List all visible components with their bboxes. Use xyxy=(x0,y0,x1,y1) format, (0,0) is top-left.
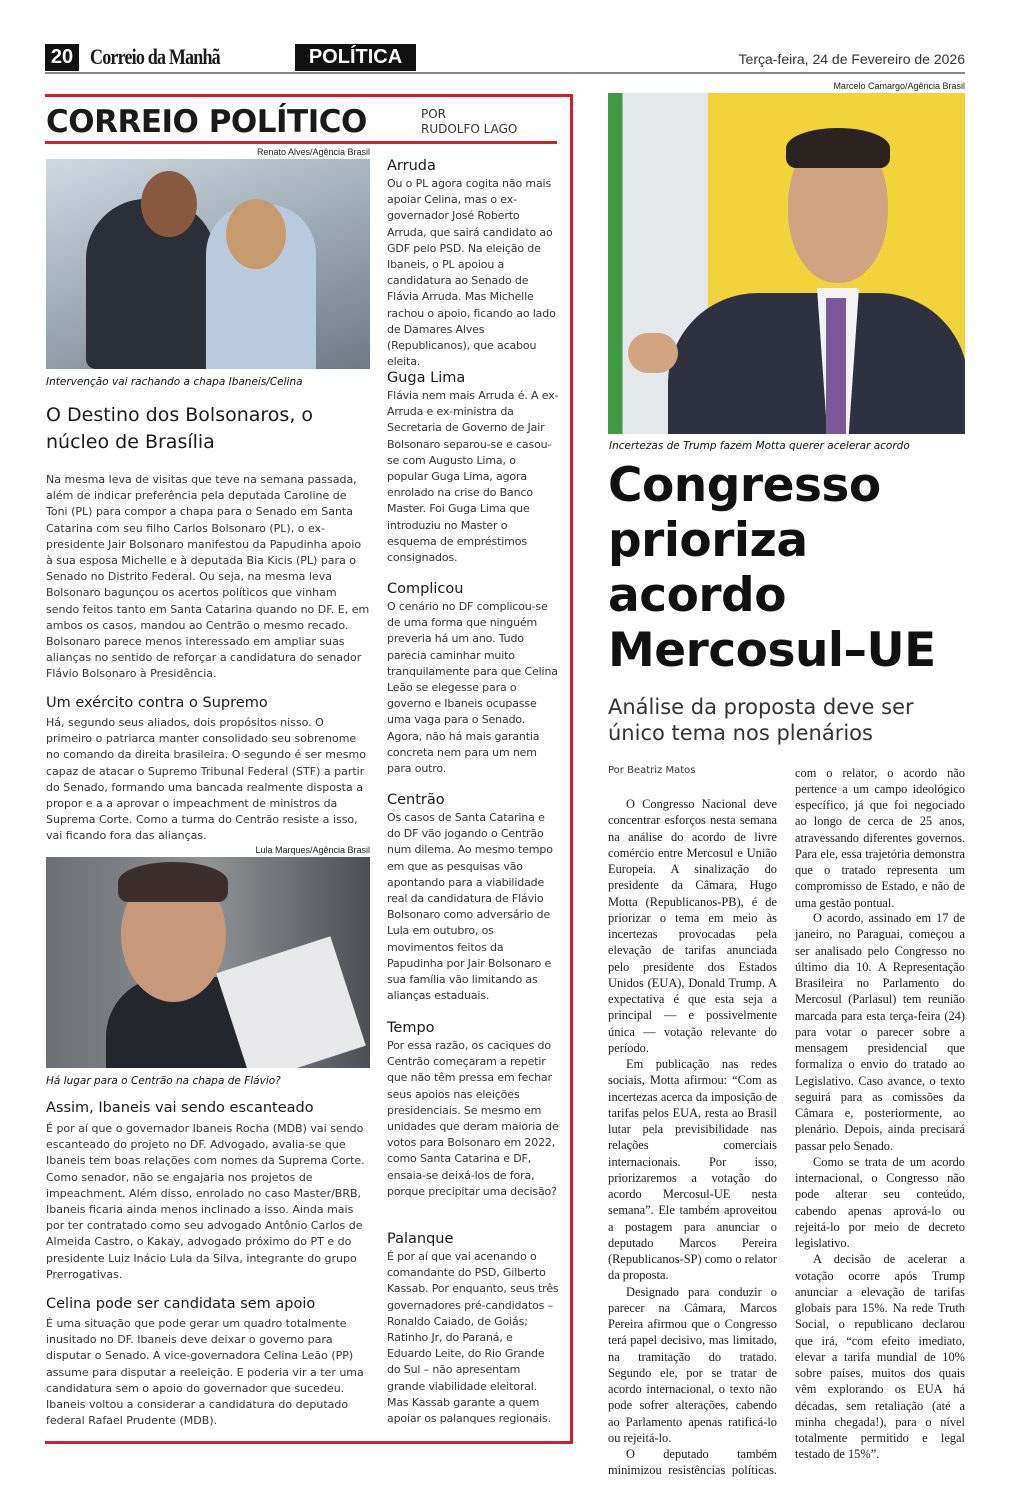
article-author: Por Beatriz Matos xyxy=(608,765,696,776)
main-story-title: O Destino dos Bolsonaros, o núcleo de Brasília xyxy=(46,404,314,453)
body-celina: É uma situação que pode gerar um quadro totalmente inusitado no DF. Ibaneis deve deixar o governo para disputar o Senado. A vice-governadora Celina Leão (PP) assume para disputar a reeleição. E poderia vir a ter uma candidatura sem o apoio do governador que sucedeu. Ibaneis voltou a considerar a candidatura do deputado federal Rafael Prudente (MDB). xyxy=(46,1317,364,1428)
photo-caption: Há lugar para o Centrão na chapa de Flávio? xyxy=(46,1075,281,1087)
article-headline: Congresso prioriza acordo Mercosul–UE xyxy=(608,458,936,678)
column-title-rule xyxy=(45,141,557,144)
note-title: Centrão xyxy=(387,792,445,808)
note-title: Complicou xyxy=(387,581,464,597)
paragraph: A decisão de acelerar a votação ocorre após Trump anunciar a elevação de tarifas globais para 15%. Na rede Truth Social, o republicano declarou que irá, “com efeito imediato, elevar a tarifa mundial de 10% sobre países, muitos dos quais vêm explorando os EUA há décadas, sem retaliação (até a minha chegada!), para o nível totalmente permitido e legal testado de 15%”. xyxy=(795,1252,965,1462)
photo-credit: Lula Marques/Agência Brasil xyxy=(255,845,370,855)
note-tempo xyxy=(387,1018,559,1200)
note-title: Palanque xyxy=(387,1231,454,1247)
main-story-body: Na mesma leva de visitas que teve na semana passada, além de indicar preferência pela deputada Caroline de Toni (PL) para compor a chapa para o Senado em Santa Catarina com seu filho Carlos Bolsonaro (PL), o ex-presidente Jair Bolsonaro manifestou da Papudinha apoio à sua esposa Michelle e à deputada Bia Kicis (PL) para o Senado no Distrito Federal. Ou seja, na mesma leva Bolsonaro bagunçou os acertos políticos que vinham sendo feitos tanto em Santa Catarina quando no DF. E, em ambos os casos, mandou ao Centrão o mesmo recado. Bolsonaro parece menos interessado em ampliar suas alianças no sentido de reforçar a candidatura do senador Flávio Bolsonaro à Presidência. xyxy=(46,473,370,681)
byline-por: POR xyxy=(421,107,447,121)
paragraph-continued: com o relator, o acordo não pertence a um campo ideológico específico, já que foi negociado ao longo de cerca de 25 anos, atravessando diferentes governos. Para ele, essa trajetória demonstra que o tratado representa um compromisso de Estado, e não de uma gestão pontual. xyxy=(795,765,965,910)
byline-author: RUDOLFO LAGO xyxy=(421,122,518,136)
photo-ibaneis-celina xyxy=(46,159,370,369)
article-column-2 xyxy=(795,764,965,1463)
photo-credit: Marcelo Camargo/Agência Brasil xyxy=(833,81,965,91)
body-ibaneis: É por aí que o governador Ibaneis Rocha (MDB) vai sendo escanteado do projeto no DF. Advogado, avalia-se que Ibaneis tem boas relações com nomes da Suprema Corte. Como senador, não se engajaria nos projetos de impeachment. Além disso, enrolado no caso Master/BRB, Ibaneis ficaria ainda menos inclinado a isso. Ainda mais por ter contratado como seu advogado Antônio Carlos de Almeida Castro, o Kakay, advogado próximo do PT e do presidente Luiz Inácio Lula da Silva, integrante do grupo Prerrogativas. xyxy=(46,1122,365,1281)
photo-caption: Intervenção vai rachando a chapa Ibaneis/Celina xyxy=(46,376,303,388)
note-centrao xyxy=(387,790,559,1004)
note-body: É por aí que vai acenando o comandante do PSD, Gilberto Kassab. Por enquanto, seus três governadores pré-candidatos – Ronaldo Caiado, de Goiás; Ratinho Jr, do Paraná, e Eduardo Leite, do Rio Grande do Sul – não apresentam grande viabilidade eleitoral. Mas Kassab garante a quem apoiar os palanques regionais. xyxy=(387,1250,559,1426)
paragraph: Em publicação nas redes sociais, Motta afirmou: “Com as incertezas acerca da imposição de tarifas pelos EUA, resta ao Brasil lutar pela previsibilidade nas relações comerciais internacionais. Por isso, priorizaremos a votação do acordo Mercosul-UE nesta semana”. Ele também aproveitou a postagem para anunciar o deputado Marcos Pereira (Republicanos-SP) como o relator da proposta. xyxy=(608,1057,777,1283)
paragraph: O acordo, assinado em 17 de janeiro, no Paraguai, começou a ser analisado pelo Congresso no último dia 10. A Representação Brasileira no Parlamento do Mercosul (Parlasul) tem reunião marcada para esta terça-feira (24) para votar o parecer sobre a mensagem presidencial que formaliza o envio do tratado ao Legislativo. Caso avance, o texto seguirá para as comissões da Câmara e, posteriormente, ao plenário. Depois, ainda precisará passar pelo Senado. xyxy=(795,911,965,1153)
photo-credit: Renato Alves/Agência Brasil xyxy=(256,147,370,157)
paragraph xyxy=(795,764,965,910)
note-title: Guga Lima xyxy=(387,370,466,386)
note-palanque xyxy=(387,1229,559,1427)
paragraph: O deputado também minimizou resistências políticas. xyxy=(608,1447,777,1478)
note-body: O cenário no DF complicou-se de uma forma que ninguém preveria há um ano. Tudo parecia caminhar muito tranquilamente para que Celina Leão se elegesse para o governo e Ibaneis ocupasse uma vaga para o Senado. Agora, não há mais garantia concreta nem para um nem para outro. xyxy=(387,600,558,776)
note-body: Ou o PL agora cogita não mais apoiar Celina, mas o ex-governador José Roberto Arruda, que sairá candidato ao GDF pelo PSD. Na eleição de Ibaneis, o PL apoiou a candidatura ao Senado de Flávia Arruda. Mas Michelle rachou o apoio, ficando ao lado de Damares Alves (Republicanos), que acabou eleita. xyxy=(387,177,556,369)
subhead-ibaneis: Assim, Ibaneis vai sendo escanteado xyxy=(46,1100,314,1116)
note-complicou xyxy=(387,579,559,777)
note-guga-lima xyxy=(387,368,559,566)
body-exercito: Há, segundo seus aliados, dois propósitos nisso. O primeiro o patriarca manter consolidado seu sobrenome no comando da direita brasileira. O segundo é ser mesmo capaz de atacar o Supremo Tribunal Federal (STF) a partir do Senado, formando uma bancada realmente disposta a propor e a a aprovar o impeachment de ministros da Suprema Corte. Como a turma do Centrão resiste a isso, vai ficando fora das alianças. xyxy=(46,716,366,843)
subhead-exercito: Um exército contra o Supremo xyxy=(46,695,268,711)
column-box-right xyxy=(570,94,573,1444)
column-byline xyxy=(421,107,517,137)
note-body: Os casos de Santa Catarina e do DF vão jogando o Centrão num dilema. Ao mesmo tempo em que as pesquisas vão apontando para a viabilidade real da candidatura de Flávio Bolsonaro como adversário de Lula em outubro, os movimentos feitos da Papudinha por Jair Bolsonaro e sua família vão limitando as alianças estaduais. xyxy=(387,811,553,1003)
paragraph: O Congresso Nacional deve concentrar esforços nesta semana na análise do acordo de livre comércio entre Mercosul e União Europeia. A sinalização do presidente da Câmara, Hugo Motta (Republicanos-PB), é de priorizar o tema em meio às incertezas provocadas pela elevação de tarifas anunciada pelo presidente dos Estados Unidos (EUA), Donald Trump. A expectativa é que esta seja a principal — e possivelmente única — votação relevante do período. xyxy=(608,797,777,1055)
note-body: Flávia nem mais Arruda é. A ex-Arruda e ex-ministra da Secretaria de Governo de Jair Bolsonaro separou-se e casou-se com Augusto Lima, o popular Guga Lima, agora enrolado na crise do Banco Master. Foi Guga Lima que introduziu no Master o esquema de empréstimos consignados. xyxy=(387,389,559,565)
issue-date: Terça-feira, 24 de Fevereiro de 2026 xyxy=(738,51,965,67)
note-body: Por essa razão, os caciques do Centrão começaram a repetir que não têm pressa em fechar seus apoios nas eleições presidenciais. Se mesmo em unidades que deram maioria de votos para Bolsonaro em 2022, como Santa Catarina e DF, ensaia-se deixá-los de fora, porque precipitar uma decisão? xyxy=(387,1039,559,1198)
note-title: Arruda xyxy=(387,158,436,174)
photo-flavio xyxy=(46,857,370,1068)
paragraph: Designado para conduzir o parecer na Câmara, Marcos Pereira afirmou que o Congresso terá papel decisivo, mas limitado, na tramitação do tratado. Segundo ele, por se tratar de acordo internacional, o texto não pode sofrer alterações, cabendo ao Parlamento apenas ratificá-lo ou rejeitá-lo. xyxy=(608,1284,777,1445)
header-rule xyxy=(45,72,965,74)
article-subheadline: Análise da proposta deve ser único tema nos plenários xyxy=(608,695,914,745)
photo-hugo-motta xyxy=(608,93,965,434)
subhead-celina: Celina pode ser candidata sem apoio xyxy=(46,1296,316,1312)
column-box-bottom xyxy=(45,1441,573,1444)
photo-caption: Incertezas de Trump fazem Motta querer acelerar acordo xyxy=(609,440,910,452)
note-arruda xyxy=(387,156,559,370)
article-column-1 xyxy=(608,796,777,1478)
section-label: POLÍTICA xyxy=(295,44,416,71)
masthead-logo: Correio da Manhã xyxy=(90,44,220,69)
page-number: 20 xyxy=(45,44,79,71)
paragraph: Como se trata de um acordo internacional, o Congresso não pode alterar seu conteúdo, cabendo apenas aprová-lo ou rejeitá-lo por meio de decreto legislativo. xyxy=(795,1154,965,1250)
note-title: Tempo xyxy=(387,1020,435,1036)
column-box-top xyxy=(45,94,572,97)
column-title: CORREIO POLÍTICO xyxy=(46,104,367,140)
